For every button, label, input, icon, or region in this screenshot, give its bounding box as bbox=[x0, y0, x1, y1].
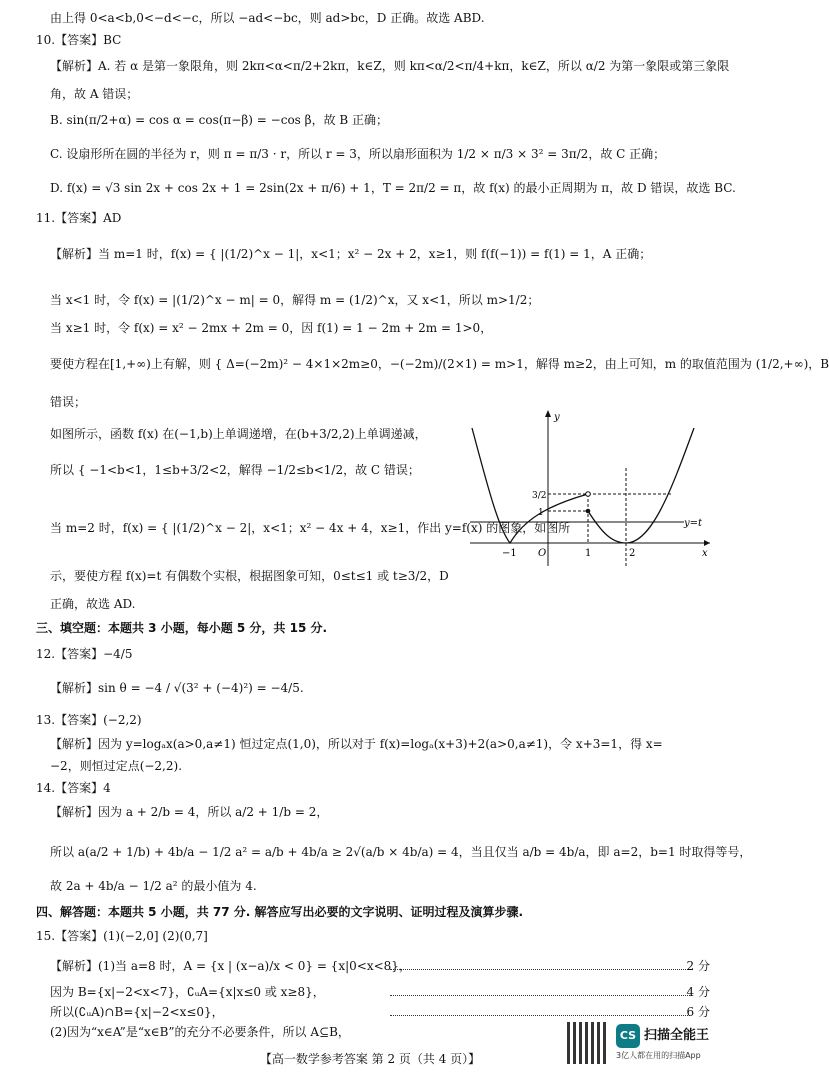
curve-right-branch bbox=[588, 428, 694, 543]
text-line: 要使方程在[1,+∞)上有解，则 { Δ=(−2m)² − 4×1×2m≥0，−(−2m)/(2×1) = m>1，解得 m≥2，由上可知，m 的取值范围为 (1/2,+∞)，B bbox=[50, 357, 829, 371]
leader-dots bbox=[390, 995, 690, 996]
text-line: 当 x≥1 时，令 f(x) = x² − 2mx + 2m = 0，因 f(1) = 1 − 2m + 2m = 1>0， bbox=[50, 321, 493, 335]
y-tick-three-halves: 3/2 bbox=[532, 491, 547, 501]
qr-code bbox=[567, 1022, 609, 1064]
text-line: 如图所示，函数 f(x) 在(−1,b)上单调递增，在(b+3/2,2)上单调递减， bbox=[50, 427, 427, 441]
text-line: 【解析】(1)当 a=8 时，A = {x | (x−a)/x < 0} = {x|0<x<8}， bbox=[50, 959, 411, 973]
text-line: 故 2a + 4b/a − 1/2 a² 的最小值为 4. bbox=[50, 879, 257, 893]
text-line: 当 m=2 时，f(x) = { |(1/2)^x − 2|，x<1；x² − 4x + 4，x≥1，作出 y=f(x) 的图象，如图所 bbox=[50, 521, 571, 535]
text-line: (2)因为“x∈A”是“x∈B”的充分不必要条件，所以 A⊆B， bbox=[50, 1025, 350, 1039]
y-axis-label: y bbox=[554, 412, 560, 423]
text-line: 14.【答案】4 bbox=[36, 781, 111, 795]
text-line: 10.【答案】BC bbox=[36, 33, 122, 47]
text-line: 当 x<1 时，令 f(x) = |(1/2)^x − m| = 0，解得 m = (1/2)^x，又 x<1，所以 m>1/2； bbox=[50, 293, 540, 307]
text-line: C. 设扇形所在圆的半径为 r，则 π = π/3 · r，所以 r = 3，所以扇形面积为 1/2 × π/3 × 3² = 3π/2，故 C 正确； bbox=[50, 147, 666, 161]
text-line: 【解析】因为 y=logₐx(a>0,a≠1) 恒过定点(1,0)，所以对于 f(x)=logₐ(x+3)+2(a>0,a≠1)，令 x+3=1，得 x= bbox=[50, 737, 663, 751]
text-line: 角，故 A 错误； bbox=[50, 87, 139, 101]
curve-left-branch bbox=[472, 428, 588, 543]
text-line: 由上得 0<a<b,0<−d<−c，所以 −ad<−bc，则 ad>bc，D 正确。故选 ABD. bbox=[50, 11, 485, 25]
text-line: B. sin(π/2+α) = cos α = cos(π−β) = −cos β，故 B 正确； bbox=[50, 113, 389, 127]
text-line: 13.【答案】(−2,2) bbox=[36, 713, 142, 727]
line-t-label: y=t bbox=[684, 518, 703, 529]
brand-name: 扫描全能王 bbox=[644, 1028, 710, 1043]
text-line: 【解析】A. 若 α 是第一象限角，则 2kπ<α<π/2+2kπ，k∈Z，则 kπ<α/2<π/4+kπ，k∈Z，所以 α/2 为第一象限或第三象限 bbox=[50, 59, 730, 73]
text-line: 【解析】当 m=1 时，f(x) = { |(1/2)^x − 1|，x<1；x² − 2x + 2，x≥1，则 f(f(−1)) = f(1) = 1，A 正确； bbox=[50, 247, 652, 261]
x-tick-1: 1 bbox=[585, 548, 592, 559]
text-line: 15.【答案】(1)(−2,0] (2)(0,7] bbox=[36, 929, 208, 943]
text-line: 示，要使方程 f(x)=t 有偶数个实根，根据图象可知，0≤t≤1 或 t≥3/2，D bbox=[50, 569, 449, 583]
camscanner-logo-icon: CS bbox=[616, 1024, 640, 1048]
text-line: 【解析】因为 a + 2/b = 4，所以 a/2 + 1/b = 2， bbox=[50, 805, 329, 819]
y-axis-arrow bbox=[545, 410, 551, 417]
text-line: 正确，故选 AD. bbox=[50, 597, 136, 611]
score-label: 4 分 bbox=[686, 985, 710, 999]
origin-label: O bbox=[538, 548, 547, 559]
function-graph bbox=[462, 408, 712, 568]
text-line: 三、填空题：本题共 3 小题，每小题 5 分，共 15 分. bbox=[36, 621, 328, 635]
x-axis-arrow bbox=[704, 540, 710, 546]
x-axis-label: x bbox=[702, 548, 708, 559]
open-point bbox=[586, 492, 591, 497]
text-line: D. f(x) = √3 sin 2x + cos 2x + 1 = 2sin(2x + π/6) + 1，T = 2π/2 = π，故 f(x) 的最小正周期为 π，故 D 错误，故选 BC. bbox=[50, 181, 736, 195]
text-line: 所以(∁ᵤA)∩B={x|−2<x≤0}， bbox=[50, 1005, 224, 1019]
brand-tagline: 3亿人都在用的扫描App bbox=[616, 1051, 701, 1060]
text-line: 【解析】sin θ = −4 / √(3² + (−4)²) = −4/5. bbox=[50, 681, 304, 695]
text-line: 11.【答案】AD bbox=[36, 211, 122, 225]
text-line: 所以 a(a/2 + 1/b) + 4b/a − 1/2 a² = a/b + 4b/a ≥ 2√(a/b × 4b/a) = 4，当且仅当 a/b = 4b/a，即 a=2，b=1 时取得等号， bbox=[50, 845, 752, 859]
score-label: 2 分 bbox=[686, 959, 710, 973]
text-line: 四、解答题：本题共 5 小题，共 77 分. 解答应写出必要的文字说明、证明过程及演算步骤. bbox=[36, 905, 524, 919]
x-tick-neg1: −1 bbox=[502, 548, 517, 559]
x-tick-2: 2 bbox=[629, 548, 636, 559]
leader-dots bbox=[390, 1015, 690, 1016]
y-tick-1: 1 bbox=[538, 508, 544, 518]
score-label: 6 分 bbox=[686, 1005, 710, 1019]
leader-dots bbox=[390, 969, 690, 970]
text-line: 12.【答案】−4/5 bbox=[36, 647, 133, 661]
text-line: −2，则恒过定点(−2,2). bbox=[50, 759, 183, 773]
page-footer: 【高一数学参考答案 第 2 页（共 4 页）】 bbox=[259, 1052, 481, 1066]
text-line: 所以 { −1<b<1，1≤b+3/2<2，解得 −1/2≤b<1/2，故 C 错误； bbox=[50, 463, 420, 477]
text-line: 错误； bbox=[50, 395, 87, 409]
closed-point bbox=[586, 509, 591, 514]
text-line: 因为 B={x|−2<x<7}，∁ᵤA={x|x≤0 或 x≥8}， bbox=[50, 985, 325, 999]
